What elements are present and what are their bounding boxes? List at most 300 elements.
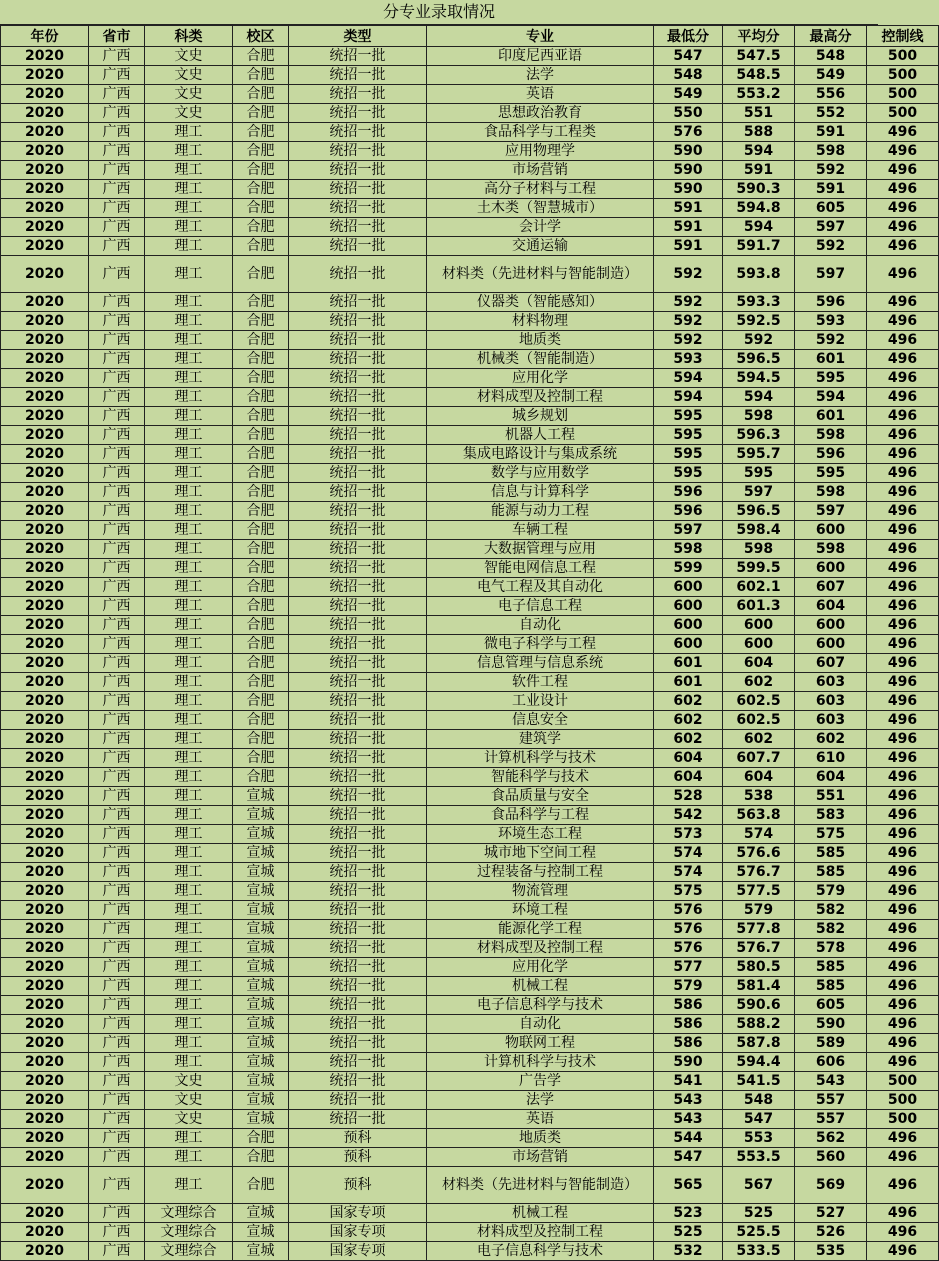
cell-control-line: 496 (867, 237, 939, 256)
cell-province: 广西 (89, 237, 145, 256)
cell-campus: 合肥 (233, 483, 289, 502)
table-row (1, 331, 939, 350)
cell-min-score: 591 (654, 199, 723, 218)
cell-province: 广西 (89, 66, 145, 85)
cell-avg-score: 590.6 (723, 996, 795, 1015)
cell-avg-score: 533.5 (723, 1242, 795, 1261)
cell-min-score: 586 (654, 1034, 723, 1053)
cell-year: 2020 (1, 635, 89, 654)
cell-type: 统招一批 (289, 407, 427, 426)
table-row (1, 1242, 939, 1261)
cell-avg-score: 594.8 (723, 199, 795, 218)
table-row (1, 939, 939, 958)
cell-avg-score: 591.7 (723, 237, 795, 256)
cell-campus: 宣城 (233, 863, 289, 882)
table-body (1, 47, 939, 1261)
cell-type: 统招一批 (289, 350, 427, 369)
cell-control-line: 496 (867, 1148, 939, 1167)
cell-province: 广西 (89, 578, 145, 597)
cell-major: 电子信息科学与技术 (427, 1242, 654, 1261)
cell-province: 广西 (89, 996, 145, 1015)
cell-control-line: 496 (867, 521, 939, 540)
cell-category: 理工 (145, 1015, 233, 1034)
cell-type: 统招一批 (289, 312, 427, 331)
cell-category: 理工 (145, 635, 233, 654)
cell-province: 广西 (89, 180, 145, 199)
cell-type: 统招一批 (289, 180, 427, 199)
cell-category: 文史 (145, 104, 233, 123)
cell-year: 2020 (1, 1034, 89, 1053)
cell-type: 统招一批 (289, 161, 427, 180)
cell-major: 应用物理学 (427, 142, 654, 161)
cell-max-score: 595 (795, 369, 867, 388)
cell-category: 文史 (145, 1110, 233, 1129)
cell-year: 2020 (1, 237, 89, 256)
table-row (1, 673, 939, 692)
cell-control-line: 496 (867, 218, 939, 237)
cell-province: 广西 (89, 1072, 145, 1091)
cell-campus: 合肥 (233, 768, 289, 787)
cell-avg-score: 595 (723, 464, 795, 483)
cell-avg-score: 579 (723, 901, 795, 920)
cell-year: 2020 (1, 445, 89, 464)
cell-avg-score: 607.7 (723, 749, 795, 768)
cell-max-score: 606 (795, 1053, 867, 1072)
table-row (1, 901, 939, 920)
cell-avg-score: 592.5 (723, 312, 795, 331)
cell-type: 统招一批 (289, 977, 427, 996)
cell-min-score: 601 (654, 654, 723, 673)
cell-min-score: 574 (654, 844, 723, 863)
cell-category: 理工 (145, 256, 233, 293)
cell-min-score: 595 (654, 464, 723, 483)
cell-year: 2020 (1, 1167, 89, 1204)
cell-year: 2020 (1, 407, 89, 426)
cell-campus: 合肥 (233, 730, 289, 749)
table-row (1, 1091, 939, 1110)
cell-year: 2020 (1, 730, 89, 749)
cell-campus: 合肥 (233, 445, 289, 464)
cell-major: 信息与计算科学 (427, 483, 654, 502)
cell-province: 广西 (89, 1110, 145, 1129)
cell-avg-score: 600 (723, 616, 795, 635)
cell-min-score: 574 (654, 863, 723, 882)
table-row (1, 483, 939, 502)
cell-province: 广西 (89, 1129, 145, 1148)
cell-avg-score: 598 (723, 407, 795, 426)
cell-max-score: 605 (795, 996, 867, 1015)
cell-avg-score: 588.2 (723, 1015, 795, 1034)
cell-type: 统招一批 (289, 844, 427, 863)
cell-min-score: 573 (654, 825, 723, 844)
cell-campus: 合肥 (233, 578, 289, 597)
cell-province: 广西 (89, 540, 145, 559)
cell-campus: 宣城 (233, 1223, 289, 1242)
cell-major: 工业设计 (427, 692, 654, 711)
cell-min-score: 602 (654, 692, 723, 711)
cell-max-score: 556 (795, 85, 867, 104)
cell-year: 2020 (1, 350, 89, 369)
cell-min-score: 604 (654, 768, 723, 787)
cell-max-score: 551 (795, 787, 867, 806)
cell-campus: 宣城 (233, 1053, 289, 1072)
cell-avg-score: 604 (723, 654, 795, 673)
cell-type: 统招一批 (289, 256, 427, 293)
cell-category: 文理综合 (145, 1223, 233, 1242)
cell-max-score: 600 (795, 521, 867, 540)
cell-control-line: 496 (867, 464, 939, 483)
cell-category: 理工 (145, 578, 233, 597)
cell-year: 2020 (1, 787, 89, 806)
cell-province: 广西 (89, 199, 145, 218)
table-row (1, 882, 939, 901)
cell-min-score: 542 (654, 806, 723, 825)
cell-category: 理工 (145, 142, 233, 161)
cell-category: 理工 (145, 882, 233, 901)
cell-campus: 宣城 (233, 1015, 289, 1034)
cell-campus: 宣城 (233, 1034, 289, 1053)
cell-min-score: 590 (654, 161, 723, 180)
header-avg-score: 平均分 (723, 26, 795, 47)
cell-year: 2020 (1, 1242, 89, 1261)
cell-category: 理工 (145, 464, 233, 483)
cell-year: 2020 (1, 47, 89, 66)
cell-province: 广西 (89, 407, 145, 426)
cell-control-line: 496 (867, 616, 939, 635)
cell-control-line: 496 (867, 730, 939, 749)
cell-major: 大数据管理与应用 (427, 540, 654, 559)
cell-major: 食品科学与工程 (427, 806, 654, 825)
cell-control-line: 496 (867, 768, 939, 787)
table-row (1, 256, 939, 293)
cell-avg-score: 596.5 (723, 502, 795, 521)
cell-campus: 宣城 (233, 1204, 289, 1223)
table-title: 分专业录取情况 (0, 0, 878, 25)
cell-max-score: 526 (795, 1223, 867, 1242)
cell-max-score: 604 (795, 768, 867, 787)
cell-type: 统招一批 (289, 597, 427, 616)
cell-control-line: 496 (867, 1204, 939, 1223)
cell-min-score: 591 (654, 237, 723, 256)
cell-major: 智能科学与技术 (427, 768, 654, 787)
cell-campus: 合肥 (233, 66, 289, 85)
cell-max-score: 598 (795, 483, 867, 502)
cell-min-score: 596 (654, 483, 723, 502)
cell-category: 理工 (145, 977, 233, 996)
cell-year: 2020 (1, 901, 89, 920)
cell-category: 理工 (145, 730, 233, 749)
table-row (1, 749, 939, 768)
cell-max-score: 591 (795, 123, 867, 142)
cell-control-line: 496 (867, 180, 939, 199)
cell-type: 统招一批 (289, 1091, 427, 1110)
cell-province: 广西 (89, 635, 145, 654)
cell-category: 理工 (145, 768, 233, 787)
cell-min-score: 604 (654, 749, 723, 768)
table-row (1, 142, 939, 161)
cell-category: 理工 (145, 844, 233, 863)
cell-min-score: 547 (654, 1148, 723, 1167)
cell-control-line: 496 (867, 692, 939, 711)
cell-control-line: 496 (867, 654, 939, 673)
cell-province: 广西 (89, 47, 145, 66)
cell-year: 2020 (1, 464, 89, 483)
cell-province: 广西 (89, 331, 145, 350)
cell-type: 统招一批 (289, 483, 427, 502)
cell-max-score: 603 (795, 711, 867, 730)
cell-year: 2020 (1, 1072, 89, 1091)
cell-avg-score: 602 (723, 673, 795, 692)
cell-avg-score: 576.7 (723, 939, 795, 958)
cell-type: 统招一批 (289, 920, 427, 939)
cell-campus: 合肥 (233, 199, 289, 218)
cell-year: 2020 (1, 996, 89, 1015)
cell-year: 2020 (1, 939, 89, 958)
cell-type: 统招一批 (289, 104, 427, 123)
cell-type: 统招一批 (289, 578, 427, 597)
cell-avg-score: 602.5 (723, 711, 795, 730)
cell-major: 市场营销 (427, 161, 654, 180)
cell-avg-score: 577.5 (723, 882, 795, 901)
cell-year: 2020 (1, 1204, 89, 1223)
cell-avg-score: 587.8 (723, 1034, 795, 1053)
cell-province: 广西 (89, 1053, 145, 1072)
cell-major: 能源与动力工程 (427, 502, 654, 521)
cell-max-score: 582 (795, 920, 867, 939)
cell-year: 2020 (1, 825, 89, 844)
cell-major: 法学 (427, 66, 654, 85)
cell-avg-score: 548.5 (723, 66, 795, 85)
cell-control-line: 496 (867, 578, 939, 597)
cell-category: 理工 (145, 521, 233, 540)
cell-year: 2020 (1, 1223, 89, 1242)
cell-category: 理工 (145, 939, 233, 958)
cell-category: 理工 (145, 1129, 233, 1148)
cell-avg-score: 576.6 (723, 844, 795, 863)
cell-major: 地质类 (427, 1129, 654, 1148)
cell-max-score: 601 (795, 350, 867, 369)
cell-control-line: 496 (867, 369, 939, 388)
table-row (1, 977, 939, 996)
cell-max-score: 592 (795, 237, 867, 256)
cell-type: 统招一批 (289, 47, 427, 66)
cell-type: 统招一批 (289, 540, 427, 559)
cell-province: 广西 (89, 597, 145, 616)
cell-control-line: 496 (867, 1242, 939, 1261)
cell-major: 电气工程及其自动化 (427, 578, 654, 597)
table-row (1, 616, 939, 635)
cell-max-score: 560 (795, 1148, 867, 1167)
cell-min-score: 576 (654, 123, 723, 142)
cell-major: 材料成型及控制工程 (427, 1223, 654, 1242)
cell-major: 信息安全 (427, 711, 654, 730)
cell-category: 理工 (145, 218, 233, 237)
cell-major: 材料类（先进材料与智能制造） (427, 256, 654, 293)
cell-max-score: 592 (795, 161, 867, 180)
cell-major: 材料物理 (427, 312, 654, 331)
cell-control-line: 496 (867, 559, 939, 578)
cell-campus: 合肥 (233, 218, 289, 237)
header-row (1, 26, 939, 47)
cell-category: 理工 (145, 312, 233, 331)
cell-year: 2020 (1, 673, 89, 692)
cell-min-score: 595 (654, 426, 723, 445)
cell-province: 广西 (89, 521, 145, 540)
cell-year: 2020 (1, 1053, 89, 1072)
table-row (1, 47, 939, 66)
cell-province: 广西 (89, 977, 145, 996)
cell-min-score: 590 (654, 1053, 723, 1072)
cell-min-score: 576 (654, 920, 723, 939)
cell-control-line: 496 (867, 331, 939, 350)
cell-max-score: 543 (795, 1072, 867, 1091)
cell-control-line: 496 (867, 863, 939, 882)
table-row (1, 920, 939, 939)
table-row (1, 806, 939, 825)
cell-type: 统招一批 (289, 1072, 427, 1091)
cell-major: 机械工程 (427, 977, 654, 996)
cell-campus: 宣城 (233, 806, 289, 825)
cell-type: 统招一批 (289, 464, 427, 483)
cell-major: 印度尼西亚语 (427, 47, 654, 66)
cell-type: 统招一批 (289, 692, 427, 711)
cell-province: 广西 (89, 256, 145, 293)
cell-province: 广西 (89, 768, 145, 787)
cell-major: 会计学 (427, 218, 654, 237)
cell-major: 机械工程 (427, 1204, 654, 1223)
header-province: 省市 (89, 26, 145, 47)
table-row (1, 1053, 939, 1072)
cell-year: 2020 (1, 312, 89, 331)
cell-avg-score: 547 (723, 1110, 795, 1129)
cell-type: 统招一批 (289, 939, 427, 958)
cell-avg-score: 538 (723, 787, 795, 806)
cell-max-score: 582 (795, 901, 867, 920)
cell-avg-score: 553 (723, 1129, 795, 1148)
cell-max-score: 549 (795, 66, 867, 85)
table-row (1, 1110, 939, 1129)
cell-campus: 合肥 (233, 673, 289, 692)
cell-category: 理工 (145, 1148, 233, 1167)
cell-campus: 合肥 (233, 597, 289, 616)
cell-min-score: 593 (654, 350, 723, 369)
cell-min-score: 543 (654, 1110, 723, 1129)
cell-type: 统招一批 (289, 1034, 427, 1053)
cell-avg-score: 598 (723, 540, 795, 559)
cell-max-score: 597 (795, 502, 867, 521)
cell-campus: 宣城 (233, 920, 289, 939)
cell-year: 2020 (1, 426, 89, 445)
cell-control-line: 496 (867, 1053, 939, 1072)
header-max-score: 最高分 (795, 26, 867, 47)
cell-province: 广西 (89, 844, 145, 863)
cell-max-score: 590 (795, 1015, 867, 1034)
cell-province: 广西 (89, 559, 145, 578)
cell-control-line: 500 (867, 1110, 939, 1129)
cell-type: 统招一批 (289, 559, 427, 578)
header-category: 科类 (145, 26, 233, 47)
table-row (1, 312, 939, 331)
cell-control-line: 496 (867, 142, 939, 161)
cell-control-line: 496 (867, 920, 939, 939)
cell-avg-score: 525.5 (723, 1223, 795, 1242)
cell-category: 文史 (145, 85, 233, 104)
cell-control-line: 496 (867, 293, 939, 312)
cell-avg-score: 567 (723, 1167, 795, 1204)
cell-max-score: 597 (795, 218, 867, 237)
cell-min-score: 599 (654, 559, 723, 578)
cell-max-score: 557 (795, 1110, 867, 1129)
cell-category: 文史 (145, 1091, 233, 1110)
cell-control-line: 500 (867, 1072, 939, 1091)
cell-category: 理工 (145, 597, 233, 616)
cell-max-score: 585 (795, 977, 867, 996)
cell-type: 预科 (289, 1148, 427, 1167)
table-row (1, 540, 939, 559)
cell-avg-score: 601.3 (723, 597, 795, 616)
header-type: 类型 (289, 26, 427, 47)
cell-major: 土木类（智慧城市） (427, 199, 654, 218)
table-row (1, 388, 939, 407)
cell-max-score: 600 (795, 559, 867, 578)
cell-year: 2020 (1, 958, 89, 977)
cell-campus: 合肥 (233, 635, 289, 654)
table-row (1, 426, 939, 445)
cell-campus: 合肥 (233, 502, 289, 521)
cell-campus: 宣城 (233, 939, 289, 958)
cell-year: 2020 (1, 597, 89, 616)
cell-avg-score: 594.4 (723, 1053, 795, 1072)
cell-type: 国家专项 (289, 1223, 427, 1242)
cell-min-score: 590 (654, 180, 723, 199)
cell-year: 2020 (1, 1091, 89, 1110)
cell-min-score: 548 (654, 66, 723, 85)
cell-category: 文史 (145, 66, 233, 85)
cell-category: 理工 (145, 920, 233, 939)
cell-control-line: 496 (867, 199, 939, 218)
cell-avg-score: 551 (723, 104, 795, 123)
table-row (1, 521, 939, 540)
cell-year: 2020 (1, 104, 89, 123)
cell-max-score: 598 (795, 540, 867, 559)
cell-min-score: 600 (654, 578, 723, 597)
cell-type: 统招一批 (289, 1110, 427, 1129)
cell-year: 2020 (1, 806, 89, 825)
cell-avg-score: 574 (723, 825, 795, 844)
cell-province: 广西 (89, 711, 145, 730)
cell-category: 理工 (145, 806, 233, 825)
cell-min-score: 547 (654, 47, 723, 66)
cell-type: 国家专项 (289, 1242, 427, 1261)
cell-avg-score: 594 (723, 218, 795, 237)
cell-control-line: 496 (867, 540, 939, 559)
cell-type: 统招一批 (289, 768, 427, 787)
cell-type: 统招一批 (289, 445, 427, 464)
cell-year: 2020 (1, 256, 89, 293)
table-row (1, 407, 939, 426)
cell-max-score: 600 (795, 635, 867, 654)
cell-category: 理工 (145, 540, 233, 559)
cell-year: 2020 (1, 654, 89, 673)
cell-province: 广西 (89, 85, 145, 104)
cell-max-score: 595 (795, 464, 867, 483)
cell-major: 环境工程 (427, 901, 654, 920)
cell-type: 预科 (289, 1167, 427, 1204)
cell-year: 2020 (1, 502, 89, 521)
cell-control-line: 496 (867, 635, 939, 654)
cell-type: 统招一批 (289, 749, 427, 768)
cell-year: 2020 (1, 1129, 89, 1148)
